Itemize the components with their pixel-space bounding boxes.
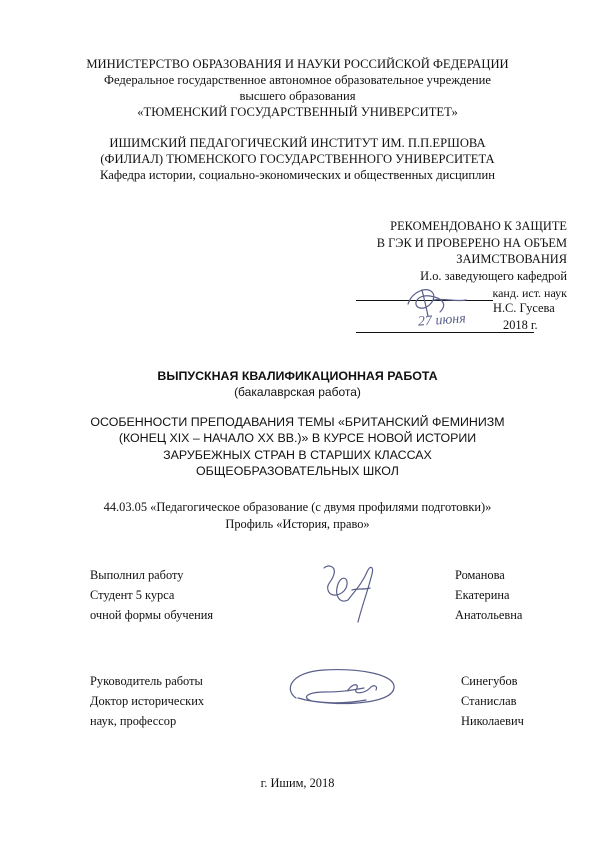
author-first-name: Екатерина — [455, 588, 510, 602]
work-block — [0, 368, 595, 400]
university-name: «ТЮМЕНСКИЙ ГОСУДАРСТВЕННЫЙ УНИВЕРСИТЕТ» — [137, 105, 458, 119]
specialty-code: 44.03.05 «Педагогическое образование (с двумя профилями подготовки)» — [103, 500, 492, 514]
institute-line-1: ИШИМСКИЙ ПЕДАГОГИЧЕСКИЙ ИНСТИТУТ ИМ. П.П.ЕРШОВА — [109, 136, 486, 150]
work-type: ВЫПУСКНАЯ КВАЛИФИКАЦИОННАЯ РАБОТА — [157, 369, 438, 383]
approver-name: Н.С. Гусева — [493, 301, 555, 315]
approval-date-handwritten: 27 июня — [417, 311, 467, 330]
work-title-line-3: ЗАРУБЕЖНЫХ СТРАН В СТАРШИХ КЛАССАХ — [163, 447, 432, 462]
author-label-2: Студент 5 курса — [90, 588, 175, 602]
institution-line-2: высшего образования — [239, 89, 356, 103]
supervisor-signature-icon — [278, 660, 428, 720]
approver-signature-icon — [400, 278, 480, 326]
author-labels — [90, 565, 213, 625]
approver-position: И.о. заведующего кафедрой — [420, 269, 567, 283]
work-title-line-4: ОБЩЕОБРАЗОВАТЕЛЬНЫХ ШКОЛ — [196, 463, 399, 478]
header-block — [0, 56, 595, 120]
supervisor-labels — [90, 671, 204, 731]
specialty-block — [0, 499, 595, 533]
author-label-3: очной формы обучения — [90, 608, 214, 622]
supervisor-surname: Синегубов — [461, 674, 518, 688]
supervisor-label-2: Доктор исторических — [90, 694, 205, 708]
ministry-name: МИНИСТЕРСТВО ОБРАЗОВАНИЯ И НАУКИ РОССИЙСКОЙ ФЕДЕРАЦИИ — [86, 57, 509, 71]
supervisor-patronymic: Николаевич — [461, 714, 524, 728]
approval-line-1: РЕКОМЕНДОВАНО К ЗАЩИТЕ — [390, 219, 567, 233]
work-title-line-1: ОСОБЕННОСТИ ПРЕПОДАВАНИЯ ТЕМЫ «БРИТАНСКИЙ ФЕМИНИЗМ — [90, 415, 505, 429]
work-title-line-2: (КОНЕЦ XIX – НАЧАЛО XX ВВ.)» В КУРСЕ НОВОЙ ИСТОРИИ — [118, 431, 477, 446]
work-subtype: (бакалаврская работа) — [234, 385, 361, 399]
specialty-profile: Профиль «История, право» — [225, 517, 370, 531]
footer-city-year: г. Ишим, 2018 — [260, 776, 335, 790]
work-title — [0, 414, 595, 479]
supervisor-first-name: Станислав — [461, 694, 517, 708]
author-patronymic: Анатольевна — [455, 608, 523, 622]
supervisor-label-3: наук, профессор — [90, 714, 177, 728]
department-name: Кафедра истории, социально-экономических и общественных дисциплин — [100, 168, 495, 182]
institution-line-1: Федеральное государственное автономное образовательное учреждение — [104, 73, 491, 87]
supervisor-label-1: Руководитель работы — [90, 674, 203, 688]
author-surname: Романова — [455, 568, 505, 582]
approval-year: 2018 г. — [503, 318, 538, 332]
author-name — [455, 565, 522, 625]
author-signature-icon — [318, 560, 388, 630]
author-label-1: Выполнил работу — [90, 568, 184, 582]
institute-block — [0, 135, 595, 183]
supervisor-name — [461, 671, 524, 731]
institute-line-2: (ФИЛИАЛ) ТЮМЕНСКОГО ГОСУДАРСТВЕННОГО УНИВЕРСИТЕТА — [100, 152, 495, 166]
approver-degree: канд. ист. наук — [492, 285, 567, 300]
approval-line-3: ЗАИМСТВОВАНИЯ — [456, 252, 567, 266]
approval-line-2: В ГЭК И ПРОВЕРЕНО НА ОБЪЕМ — [376, 235, 567, 250]
approval-block — [377, 218, 567, 268]
